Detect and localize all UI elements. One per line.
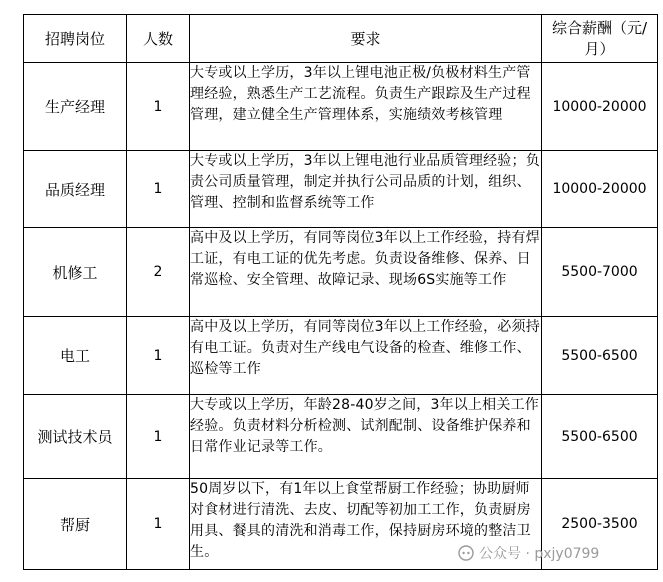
table-row [24,228,658,317]
header-position: 招聘岗位 [24,15,127,63]
row-position: 生产经理 [24,63,127,151]
table-row [24,395,658,479]
row-requirements: 大专或以上学历，3年以上锂电池行业品质管理经验；负责公司质量管理，制定并执行公司品质的计划，组织、管理、控制和监督系统等工作 [190,151,542,228]
row-count: 1 [127,395,190,479]
row-position: 测试技术员 [24,395,127,479]
row-requirements: 大专或以上学历，3年以上锂电池正极/负极材料生产管理经验，熟悉生产工艺流程。负责生产跟踪及生产过程管理，建立健全生产管理体系，实施绩效考核管理 [190,63,542,151]
row-count: 2 [127,228,190,317]
row-salary: 10000-20000 [542,151,658,228]
row-salary: 2500-3500 [542,479,658,570]
header-count: 人数 [127,15,190,63]
row-count: 1 [127,317,190,395]
recruitment-table [23,14,658,570]
header-row [24,15,658,63]
row-position: 品质经理 [24,151,127,228]
header-salary: 综合薪酬（元/月） [542,15,658,63]
row-salary: 10000-20000 [542,63,658,151]
wechat-official-account-icon [458,545,474,561]
watermark-text: 公众号 · pxjy0799 [479,546,600,562]
watermark [458,543,599,563]
table-row [24,151,658,228]
row-requirements: 高中及以上学历，有同等岗位3年以上工作经验，持有焊工证，有电工证的优先考虑。负责设备维修、保养、日常巡检、安全管理、故障记录、现场6S实施等工作 [190,228,542,317]
row-requirements: 大专或以上学历，年龄28-40岁之间，3年以上相关工作经验。负责材料分析检测、试剂配制、设备维护保养和日常作业记录等工作。 [190,395,542,479]
row-requirements: 50周岁以下，有1年以上食堂帮厨工作经验；协助厨师对食材进行清洗、去皮、切配等初加工工作，负责厨房用具、餐具的清洗和消毒工作，保持厨房环境的整洁卫生。 [190,479,542,570]
row-position: 帮厨 [24,479,127,570]
row-salary: 5500-6500 [542,317,658,395]
row-position: 机修工 [24,228,127,317]
row-salary: 5500-6500 [542,395,658,479]
row-requirements: 高中及以上学历，有同等岗位3年以上工作经验，必须持有电工证。负责对生产线电气设备的检查、维修工作、巡检等工作 [190,317,542,395]
header-requirements: 要求 [190,15,542,63]
row-count: 1 [127,63,190,151]
row-position: 电工 [24,317,127,395]
table-row [24,317,658,395]
row-count: 1 [127,479,190,570]
table-row [24,63,658,151]
row-salary: 5500-7000 [542,228,658,317]
row-count: 1 [127,151,190,228]
